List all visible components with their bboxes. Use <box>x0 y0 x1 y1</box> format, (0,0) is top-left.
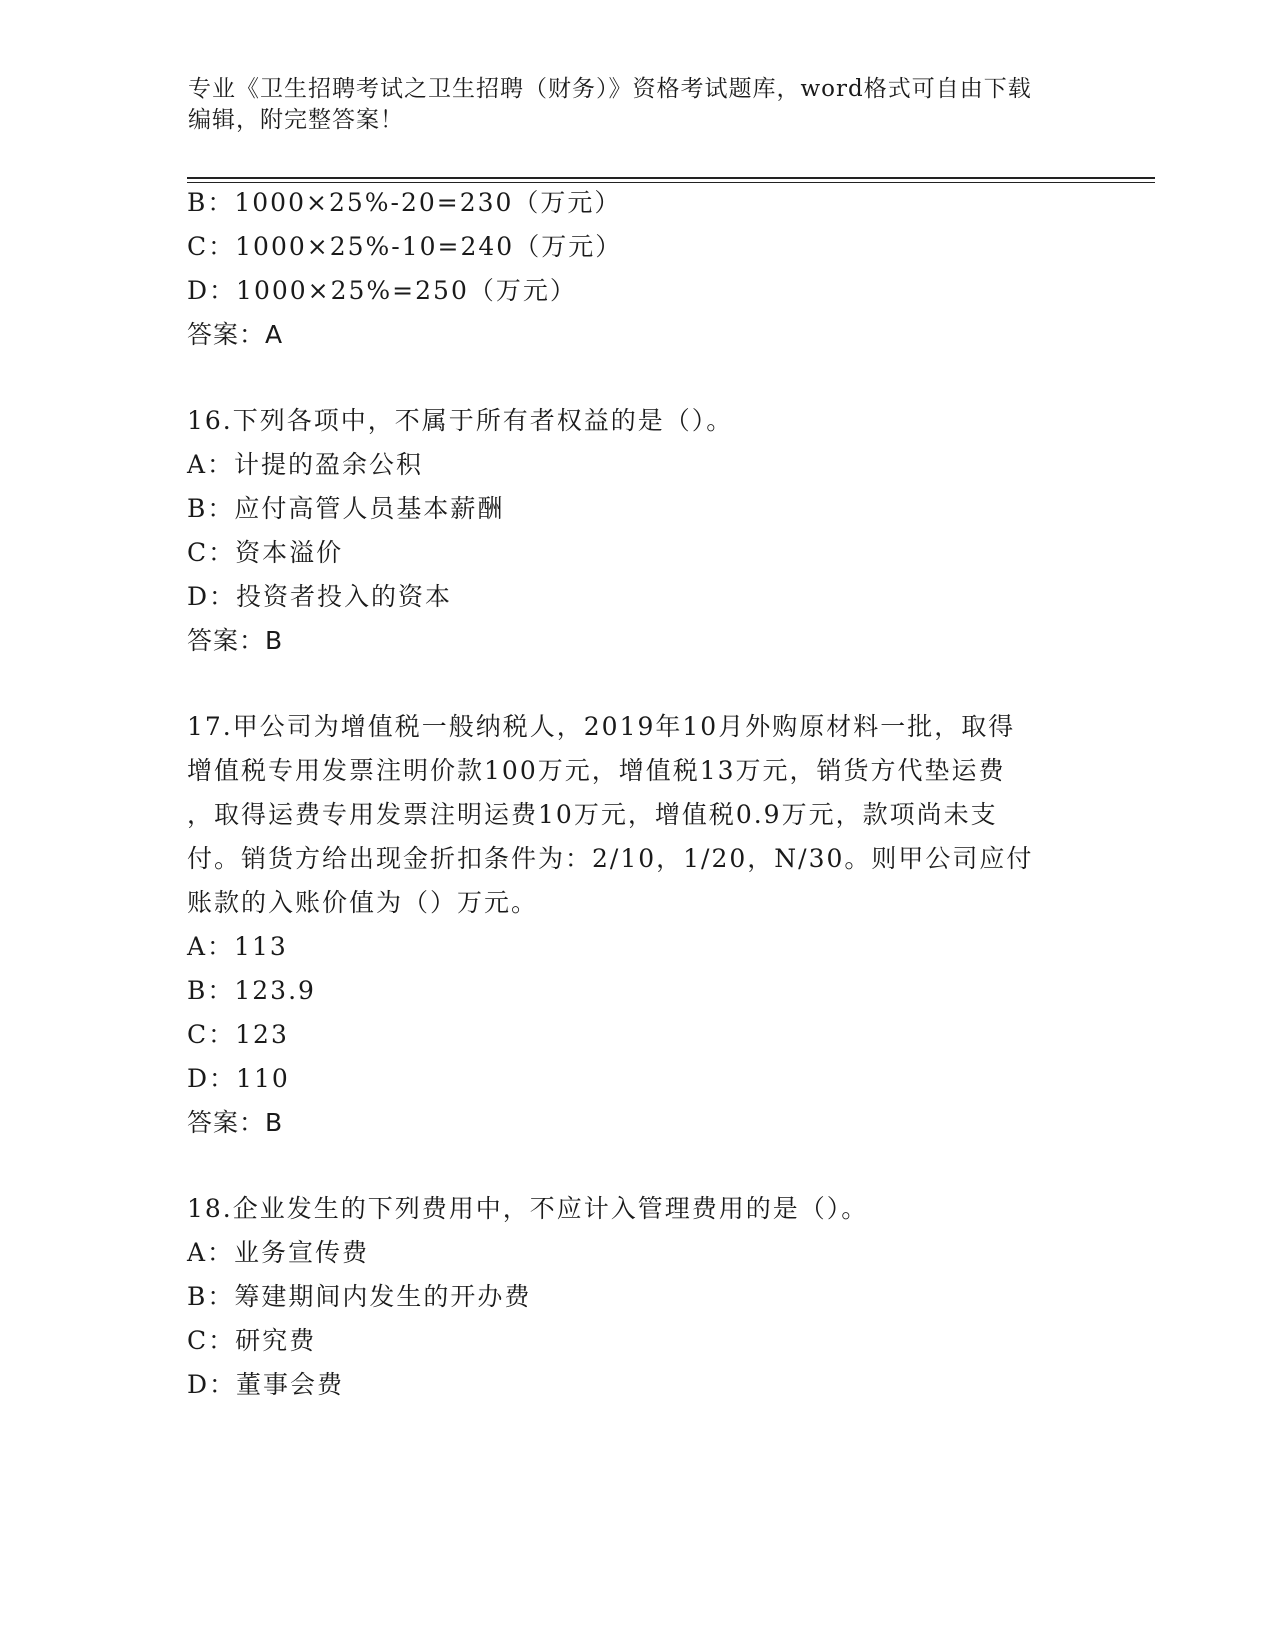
q16-stem: 16.下列各项中，不属于所有者权益的是（）。 <box>187 406 734 435</box>
q16-option-b: B：应付高管人员基本薪酬 <box>187 494 505 523</box>
q17-stem-line-4: 付。销货方给出现金折扣条件为：2/10，1/20，N/30。则甲公司应付 <box>187 844 1034 873</box>
header-divider-thick <box>187 177 1155 179</box>
header-line-1: 专业《卫生招聘考试之卫生招聘（财务）》资格考试题库，word格式可自由下载 <box>188 76 1032 102</box>
q15-answer: 答案：A <box>187 320 284 349</box>
q16-option-a: A：计提的盈余公积 <box>187 450 424 479</box>
q17-stem-line-1: 17.甲公司为增值税一般纳税人，2019年10月外购原材料一批，取得 <box>187 712 1016 741</box>
q17-option-c: C：123 <box>187 1020 289 1049</box>
q17-stem-line-3: ，取得运费专用发票注明运费10万元，增值税0.9万元，款项尚未支 <box>187 800 998 829</box>
q17-stem-line-2: 增值税专用发票注明价款100万元，增值税13万元，销货方代垫运费 <box>187 756 1006 785</box>
q15-option-b: B：1000×25%-20=230（万元） <box>187 188 622 217</box>
header-divider-thin <box>187 182 1155 183</box>
q17-option-b: B：123.9 <box>187 976 316 1005</box>
q18-stem: 18.企业发生的下列费用中，不应计入管理费用的是（）。 <box>187 1194 869 1223</box>
q17-stem-line-5: 账款的入账价值为（）万元。 <box>187 888 539 917</box>
q15-option-d: D：1000×25%=250（万元） <box>187 276 577 305</box>
q16-option-d: D：投资者投入的资本 <box>187 582 453 611</box>
q17-answer: 答案：B <box>187 1108 284 1137</box>
q18-option-c: C：研究费 <box>187 1326 317 1355</box>
q18-option-a: A：业务宣传费 <box>187 1238 370 1267</box>
document-header <box>188 74 1068 136</box>
q15-option-c: C：1000×25%-10=240（万元） <box>187 232 623 261</box>
q16-option-c: C：资本溢价 <box>187 538 344 567</box>
q17-option-d: D：110 <box>187 1064 290 1093</box>
q16-answer: 答案：B <box>187 626 284 655</box>
header-line-2: 编辑，附完整答案！ <box>188 107 404 133</box>
q17-option-a: A：113 <box>187 932 288 961</box>
q18-option-b: B：筹建期间内发生的开办费 <box>187 1282 532 1311</box>
q18-option-d: D：董事会费 <box>187 1370 345 1399</box>
